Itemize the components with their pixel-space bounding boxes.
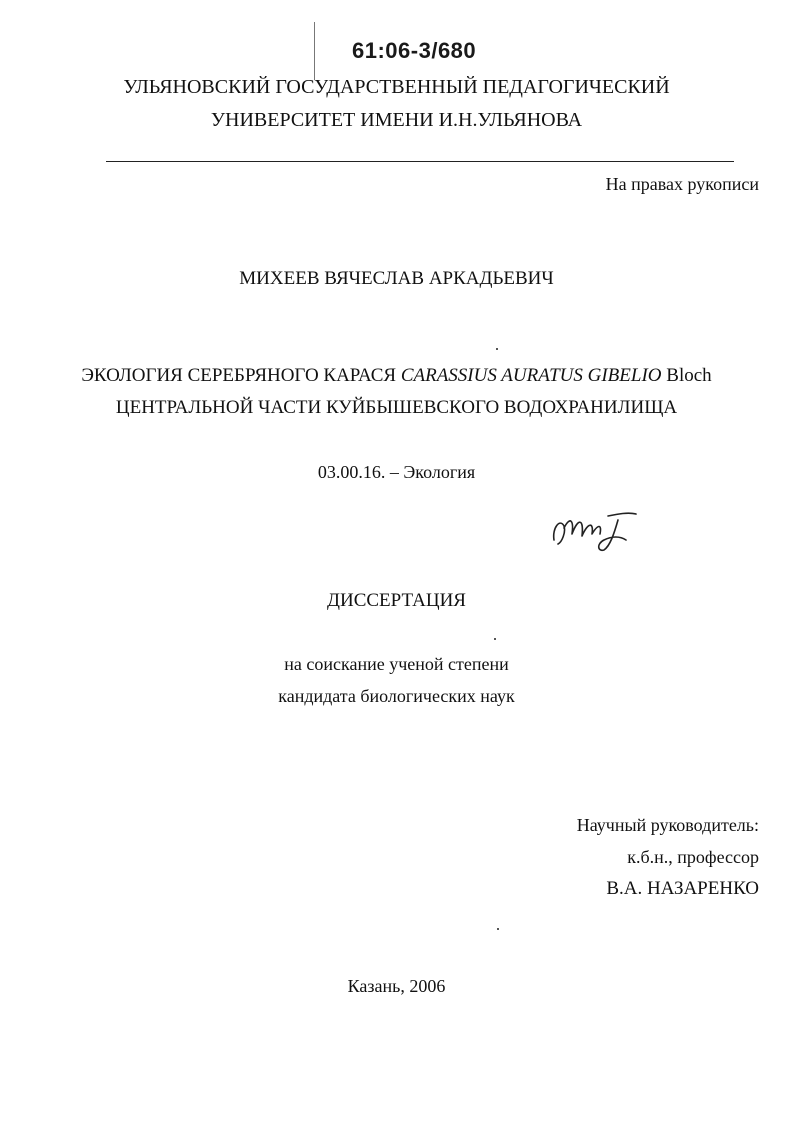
handwritten-signature <box>548 506 640 558</box>
title-suffix: Bloch <box>661 365 712 386</box>
university-name-line-2: УНИВЕРСИТЕТ ИМЕНИ И.Н.УЛЬЯНОВА <box>210 109 583 131</box>
header-rule <box>106 161 734 162</box>
document-type: ДИССЕРТАЦИЯ <box>327 590 466 611</box>
supervisor-title: к.б.н., профессор <box>627 847 759 867</box>
supervisor-name: В.А. НАЗАРЕНКО <box>606 878 759 899</box>
scan-dot <box>494 638 496 640</box>
degree-line-2: кандидата биологических наук <box>278 686 515 706</box>
manuscript-rights: На правах рукописи <box>605 174 759 194</box>
thesis-title-line-2: ЦЕНТРАЛЬНОЙ ЧАСТИ КУЙБЫШЕВСКОГО ВОДОХРАНИЛИЩА <box>115 397 678 418</box>
archive-stamp: 61:06-3/680 <box>352 38 477 63</box>
author-name: МИХЕЕВ ВЯЧЕСЛАВ АРКАДЬЕВИЧ <box>239 268 554 289</box>
university-name-line-1: УЛЬЯНОВСКИЙ ГОСУДАРСТВЕННЫЙ ПЕДАГОГИЧЕСКИЙ <box>123 76 670 98</box>
thesis-title-line-1 <box>0 365 793 387</box>
scan-dot <box>497 928 499 930</box>
scan-dot <box>496 348 498 350</box>
place-and-year: Казань, 2006 <box>347 976 446 996</box>
specialty-code: 03.00.16. – Экология <box>317 462 476 482</box>
scan-mark <box>314 22 315 80</box>
degree-line-1: на соискание ученой степени <box>284 654 509 674</box>
title-prefix: ЭКОЛОГИЯ СЕРЕБРЯНОГО КАРАСЯ <box>81 365 401 386</box>
species-name: CARASSIUS AURATUS GIBELIO <box>400 365 662 386</box>
supervisor-label: Научный руководитель: <box>576 815 759 835</box>
